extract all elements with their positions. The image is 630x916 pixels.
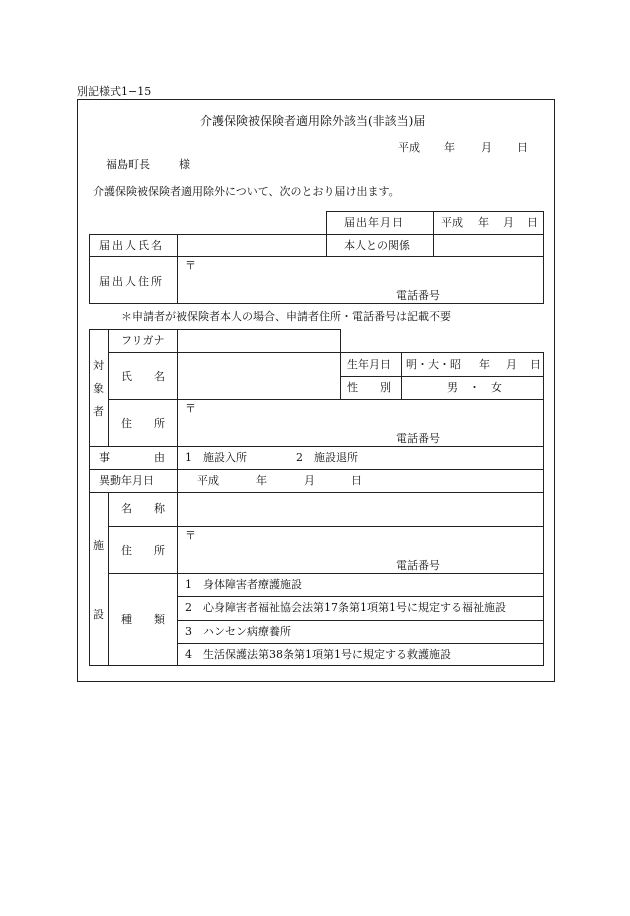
change-date-value[interactable]: 平成 年 月 日 [197,474,362,487]
phone-label: 電話番号 [396,289,440,302]
facility-type-option[interactable]: 1 身体障害者療護施設 [185,578,302,591]
birth-value[interactable]: 明・大・昭 年 月 日 [406,358,541,371]
phone-label: 電話番号 [396,559,440,572]
sex-value[interactable]: 男 ・ 女 [447,381,502,394]
reason-option-discharge[interactable]: 2 施設退所 [296,451,358,464]
subject-name-field[interactable] [178,353,340,399]
facility-type-label: 種 類 [121,613,165,626]
subject-address-field[interactable] [178,400,543,446]
facility-name-field[interactable] [178,493,543,526]
postal-mark: 〒 [185,402,196,415]
facility-type-option[interactable]: 3 ハンセン病療養所 [185,625,291,638]
furigana-label: フリガナ [121,334,165,347]
facility-name-label: 名 称 [121,502,165,515]
intro-text: 介護保険被保険者適用除外について、次のとおり届け出ます。 [93,185,400,198]
reason-label: 事 由 [99,451,165,464]
relation-label: 本人との関係 [344,239,410,252]
note-text: ＊申請者が被保険者本人の場合、申請者住所・電話番号は記載不要 [121,310,451,323]
phone-label: 電話番号 [396,432,440,445]
notifier-address-field[interactable] [178,257,543,303]
notifier-name-label: 届出人氏名 [99,239,164,252]
facility-address-label: 住 所 [121,544,165,557]
facility-type-option[interactable]: 2 心身障害者福祉協会法第17条第1項第1号に規定する福祉施設 [185,601,506,614]
subject-name-label: 氏 名 [121,370,165,383]
sex-label: 性 別 [347,381,391,394]
postal-mark: 〒 [185,529,196,542]
facility-address-field[interactable] [178,527,543,573]
facility-type-option[interactable]: 4 生活保護法第38条第1項第1号に規定する救護施設 [185,648,451,661]
notifier-address-label: 届出人住所 [99,275,164,288]
notify-date-value[interactable]: 平成 年 月 日 [441,216,538,229]
birth-label: 生年月日 [347,358,391,371]
subject-address-label: 住 所 [121,417,165,430]
relation-field[interactable] [434,235,543,256]
form-number: 別記様式1−15 [77,85,152,98]
change-date-label: 異動年月日 [99,474,154,487]
postal-mark: 〒 [185,259,196,272]
form-title: 介護保険被保険者適用除外該当(非該当)届 [200,114,426,128]
reason-option-admission[interactable]: 1 施設入所 [185,451,247,464]
notify-date-label: 届出年月日 [344,216,404,229]
notifier-name-field[interactable] [178,235,326,256]
furigana-field[interactable] [178,330,340,352]
